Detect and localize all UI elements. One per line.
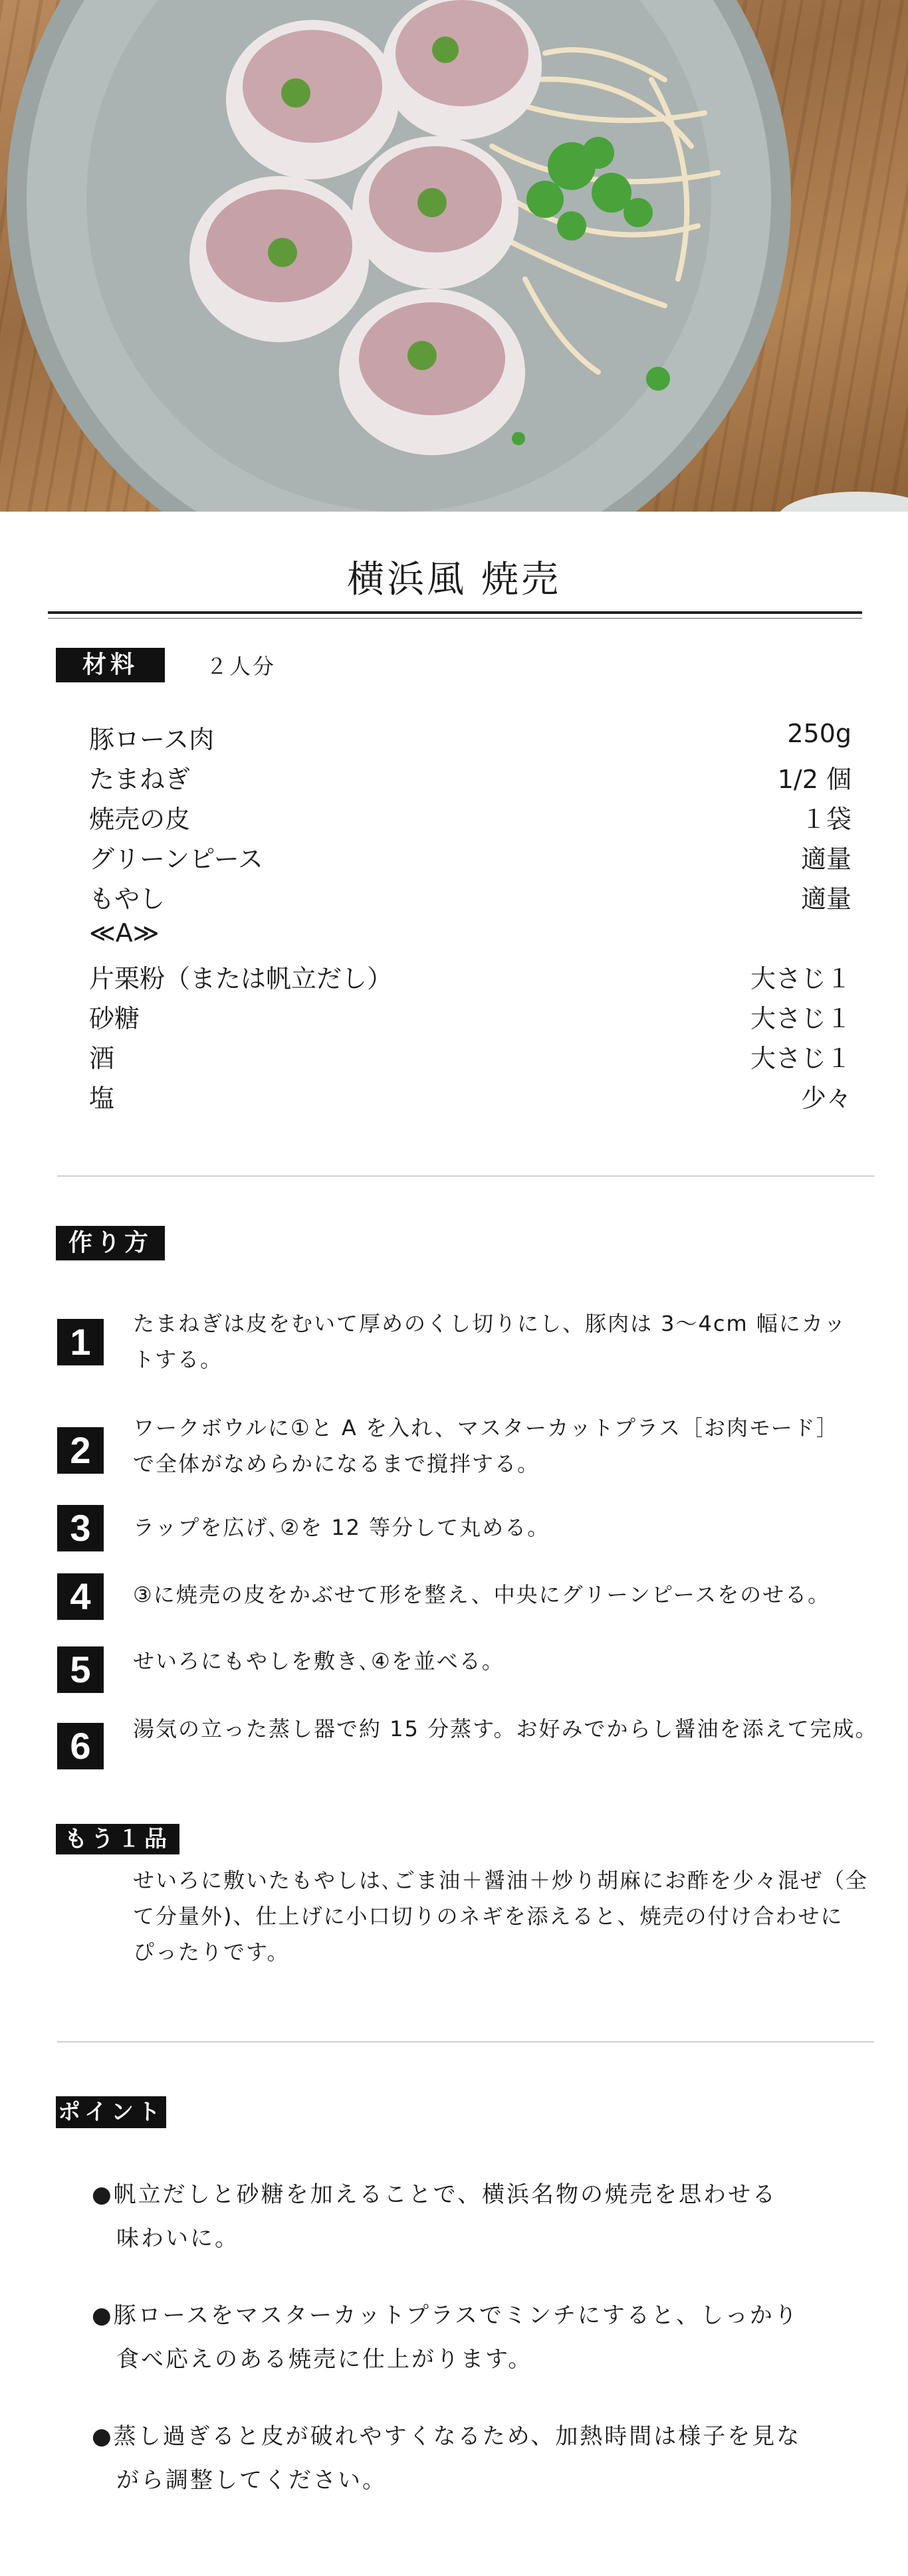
point-line: ●帆立だしと砂糖を加えることで、横浜名物の焼売を思わせる xyxy=(92,2181,777,2208)
step-line: たまねぎは皮をむいて厚めのくし切りにし、豚肉は 3〜4cm 幅にカッ xyxy=(133,1311,847,1336)
section-divider xyxy=(57,1175,874,1177)
ingredient-row xyxy=(0,759,908,799)
point-line: 味わいに。 xyxy=(92,2225,239,2252)
ingredient-amount: 適量 xyxy=(800,884,851,914)
point-line: がら調整してください。 xyxy=(92,2467,387,2494)
point-item xyxy=(92,2294,843,2381)
step-number: 6 xyxy=(57,1723,104,1769)
points-label: ポイント xyxy=(56,2096,166,2128)
step-line: 湯気の立った蒸し器で約 15 分蒸す。お好みでからし醤油を添えて完成。 xyxy=(133,1716,878,1741)
point-item xyxy=(92,2173,843,2260)
hero-photo xyxy=(0,0,908,512)
step-text xyxy=(133,1510,884,1545)
ingredient-name: 酒 xyxy=(89,1044,115,1073)
ingredient-name: 焼売の皮 xyxy=(89,805,191,834)
section-divider xyxy=(57,2041,874,2042)
step-line: で全体がなめらかになるまで撹拌する。 xyxy=(133,1451,540,1476)
ingredient-name: 片栗粉（または帆立だし） xyxy=(89,964,393,993)
step-text xyxy=(133,1577,884,1613)
step-number: 2 xyxy=(57,1427,104,1474)
shumai-plate-illustration xyxy=(0,0,908,512)
point-line: ●豚ロースをマスターカットプラスでミンチにすると、しっかり xyxy=(92,2302,799,2329)
ingredient-amount: 1/2 個 xyxy=(777,765,851,794)
ingredient-row xyxy=(0,1078,908,1118)
step-text xyxy=(133,1410,884,1482)
ingredient-row xyxy=(0,799,908,839)
ingredient-name: ≪A≫ xyxy=(89,918,160,947)
ingredient-amount: １袋 xyxy=(800,805,851,834)
method-label: 作り方 xyxy=(56,1226,165,1260)
point-line: ●蒸し過ぎると皮が破れやすくなるため、加熱時間は様子を見な xyxy=(92,2423,802,2450)
ingredient-row xyxy=(0,958,908,998)
step-text xyxy=(133,1643,884,1679)
step-line: ワークボウルに①と A を入れ、マスターカットプラス［お肉モード］ xyxy=(133,1415,839,1440)
point-item xyxy=(92,2415,843,2502)
ingredient-row xyxy=(0,998,908,1038)
step-line: せいろにもやしを敷き､④を並べる。 xyxy=(133,1648,505,1674)
ingredient-amount: 大さじ１ xyxy=(750,1004,851,1033)
extra-line: ぴったりです。 xyxy=(133,1939,290,1965)
step-line: トする。 xyxy=(133,1347,223,1372)
recipe-title: 横浜風 焼売 xyxy=(347,558,561,601)
servings: ２人分 xyxy=(206,654,277,679)
step-number: 5 xyxy=(57,1646,104,1693)
extra-line: て分量外)、仕上げに小口切りのネギを添えると、焼売の付け合わせに xyxy=(133,1904,844,1929)
title-rule xyxy=(48,611,862,614)
ingredient-row xyxy=(0,719,908,759)
ingredient-name: 豚ロース肉 xyxy=(89,725,215,754)
title-rule-thin xyxy=(48,618,862,619)
ingredient-amount: 適量 xyxy=(800,844,851,874)
step-number: 4 xyxy=(57,1573,104,1620)
extra-line: せいろに敷いたもやしは､ごま油＋醤油＋炒り胡麻にお酢を少々混ぜ（全 xyxy=(133,1868,869,1893)
step-text xyxy=(133,1306,884,1377)
step-line: ③に焼売の皮をかぶせて形を整え、中央にグリーンピースをのせる。 xyxy=(133,1582,831,1607)
step-number: 3 xyxy=(57,1505,104,1551)
ingredient-amount: 大さじ１ xyxy=(750,964,851,993)
ingredient-name: もやし xyxy=(89,884,166,914)
extra-text xyxy=(133,1862,884,1970)
ingredient-row xyxy=(0,878,908,918)
ingredient-name: たまねぎ xyxy=(89,765,191,794)
ingredient-amount: 大さじ１ xyxy=(750,1044,851,1073)
ingredient-row xyxy=(0,839,908,878)
ingredient-amount: 少々 xyxy=(800,1084,851,1113)
ingredients-label: 材料 xyxy=(56,648,165,682)
point-line: 食べ応えのある焼売に仕上がります。 xyxy=(92,2346,533,2373)
ingredient-name: グリーンピース xyxy=(89,844,263,874)
step-number: 1 xyxy=(57,1319,104,1365)
ingredient-group-heading xyxy=(0,918,908,958)
ingredient-row xyxy=(0,1038,908,1078)
step-text xyxy=(133,1711,884,1747)
extra-label: もう１品 xyxy=(56,1824,179,1854)
ingredient-name: 砂糖 xyxy=(89,1004,140,1033)
ingredient-amount: 250g xyxy=(787,719,851,748)
step-line: ラップを広げ､②を 12 等分して丸める。 xyxy=(133,1515,550,1540)
ingredient-name: 塩 xyxy=(89,1084,115,1113)
